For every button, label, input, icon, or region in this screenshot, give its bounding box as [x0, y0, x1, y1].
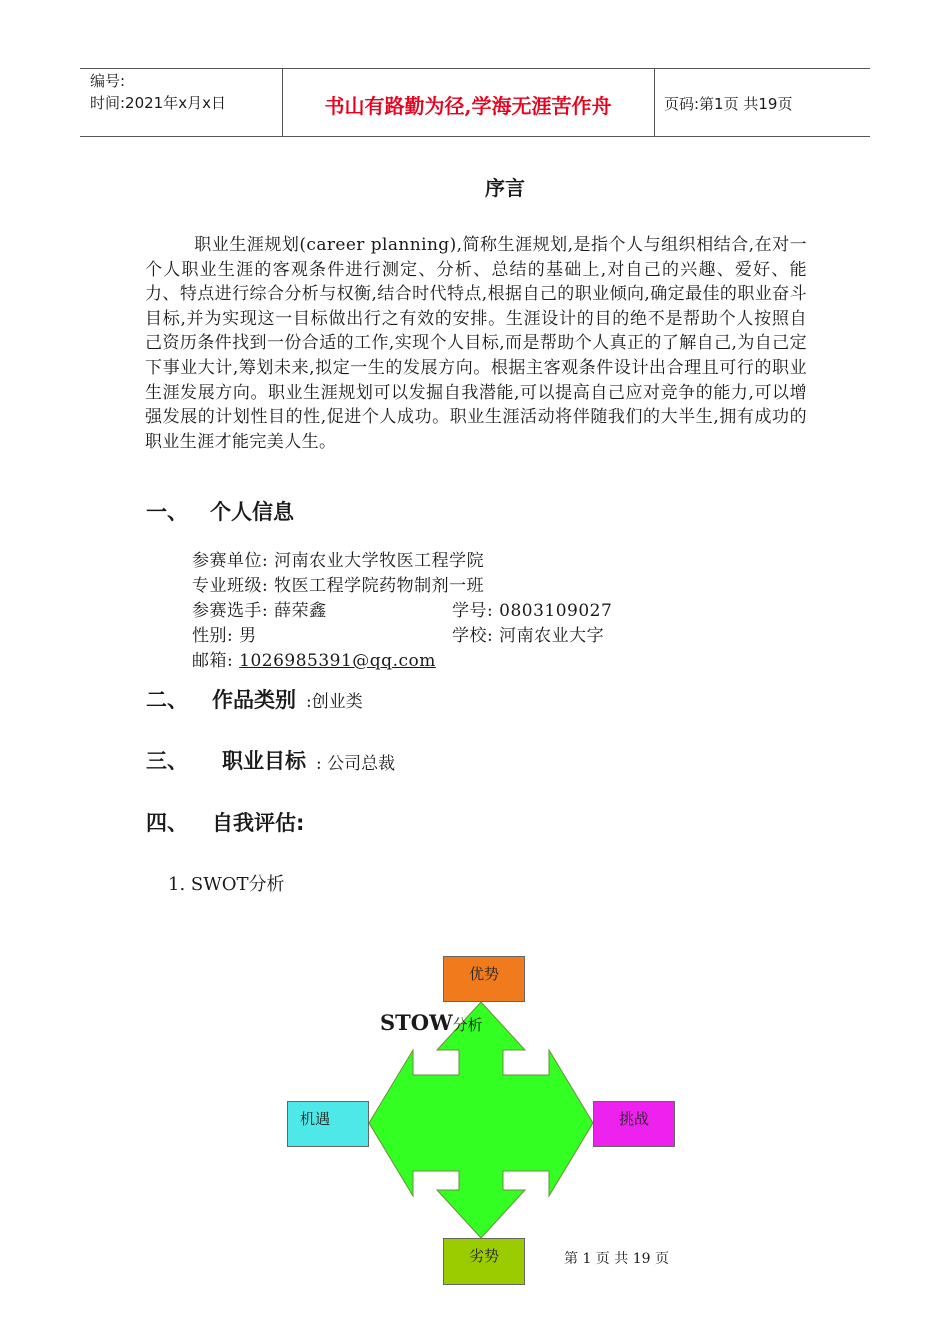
email-link[interactable]: 1026985391@qq.com: [239, 651, 436, 671]
swot-label-weaknesses: 劣势: [468, 1247, 499, 1265]
section-number: 三、: [146, 749, 188, 773]
section-title: 职业目标: [222, 749, 306, 773]
page-title: 序言: [485, 176, 525, 200]
info-gender: 性别: 男: [192, 626, 257, 646]
doc-number-label: 编号:: [90, 72, 126, 90]
diagram-title: [380, 1010, 483, 1035]
swot-label-opportunities: 机遇: [300, 1110, 331, 1128]
section-number: 二、: [146, 688, 188, 712]
swot-label-strengths: 优势: [468, 965, 499, 983]
info-school: 学校: 河南农业大字: [452, 626, 605, 646]
swot-box-weaknesses: [443, 1238, 525, 1285]
section-title: 作品类别: [212, 688, 296, 712]
info-contestant: 参赛选手: 薛荣鑫: [192, 601, 327, 621]
info-email-label: 邮箱:: [192, 651, 240, 671]
page-footer: 第 1 页 共 19 页: [564, 1251, 669, 1267]
section-title: 个人信息: [210, 500, 294, 524]
intro-paragraph: 职业生涯规划(career planning),简称生涯规划,是指个人与组织相结合,在对一个人职业生涯的客观条件进行测定、分析、总结的基础上,对自己的兴趣、爱好、能力、特点进行综合分析与权衡,结合时代特点,根据自己的职业倾向,确定最佳的职业奋斗目标,并为实现这一目标做出行之有效的安排。生涯设计的目的绝不是帮助个人按照自己资历条件找到一份合适的工作,实现个人目标,而是帮助个人真正的了解自己,为自己定下事业大计,筹划未来,拟定一生的发展方向。根据主客观条件设计出合理且可行的职业生涯发展方向。职业生涯规划可以发掘自我潜能,可以提高自己应对竞争的能力,可以增强发展的计划性目的性,促进个人成功。职业生涯活动将伴随我们的大半生,拥有成功的职业生涯才能完美人生。: [145, 235, 807, 452]
section-number: 一、: [146, 500, 188, 524]
swot-box-opportunities: [287, 1101, 369, 1147]
section-value: :创业类: [306, 692, 363, 712]
header-motto: 书山有路勤为径,学海无涯苦作舟: [324, 94, 612, 118]
diagram-title-sub: 分析: [452, 1016, 483, 1034]
diagram-title-main: STOW: [380, 1010, 453, 1035]
info-unit: 参赛单位: 河南农业大学牧医工程学院: [192, 551, 485, 571]
section-value: : 公司总裁: [316, 754, 396, 774]
swot-label-threats: 挑战: [618, 1110, 649, 1128]
subsection-swot: 1. SWOT分析: [168, 874, 285, 895]
info-student-id: 学号: 0803109027: [452, 601, 613, 621]
swot-box-strengths: [443, 956, 525, 1002]
info-class: 专业班级: 牧医工程学院药物制剂一班: [192, 576, 485, 596]
header-page-info: 页码:第1页 共19页: [664, 95, 793, 113]
section-number: 四、: [146, 811, 188, 835]
doc-time-label: 时间:2021年x月x日: [90, 94, 226, 112]
swot-box-threats: [593, 1101, 675, 1147]
section-title: 自我评估:: [212, 811, 305, 835]
